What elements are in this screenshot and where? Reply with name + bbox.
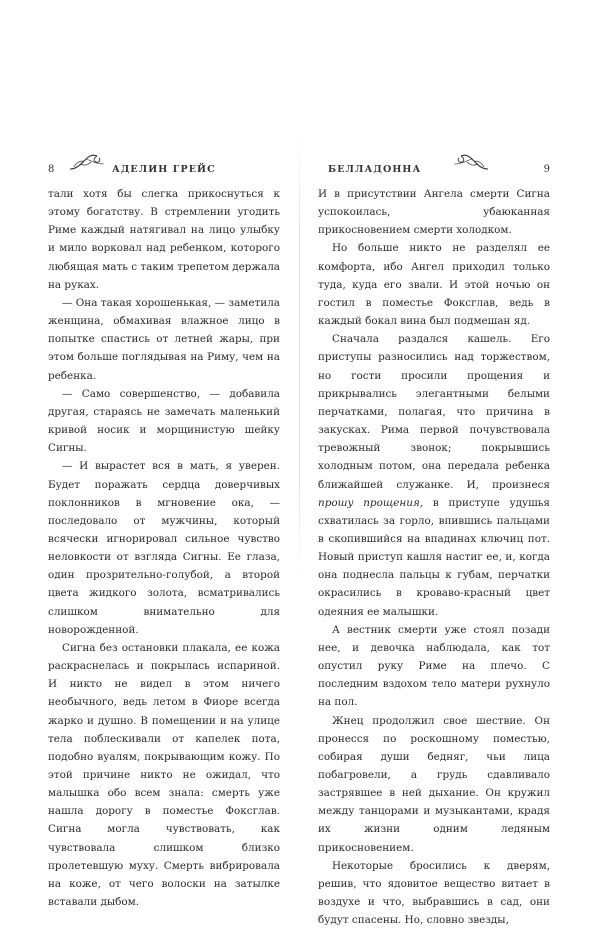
- left-page-body: [48, 185, 280, 911]
- right-running-head: [318, 152, 550, 174]
- running-head-author: АДЕЛИН ГРЕЙС: [112, 164, 216, 175]
- paragraph: Сигна без остановки плакала, ее кожа раскраснелась и покрылась испариной. И никто не видел в этом ничего необычного, ведь летом в Фиоре всегда жарко и душно. В помещении и на улице тела поблескивали от капелек пота, подобно вуалям, покрывающим кожу. По этой причине никто не ожидал, что малышка обо всем знала: смерть уже нашла дорогу в поместье Фоксглав. Сигна могла чувствовать, как чувствовала слишком близко пролетевшую муху. Смерть вибрировала на коже, от чего волоски на затылке вставали дыбом.: [48, 641, 280, 909]
- paragraph: И в присутствии Ангела смерти Сигна успокоилась, убаюканная прикосновением смерти холодком.: [318, 188, 550, 237]
- paragraph: Жнец продолжил свое шествие. Он пронесся по роскошному поместью, собирая души бедняг, чьи лица побагровели, а грудь сдавливало застрявшее в ней дыхание. Он кружил между танцорами и музыкантами, крадя их жизни одним ледяным прикосновением.: [318, 714, 550, 854]
- running-head-title: БЕЛЛАДОННА: [328, 164, 422, 175]
- page-number-right: 9: [543, 164, 550, 175]
- paragraph: — Она такая хорошенькая, — заметила женщина, обмахивая влажное лицо в попытке спастись от летней жары, при этом больше поглядывая на Риму, чем на ребенка.: [48, 296, 280, 382]
- paragraph: — И вырастет вся в мать, я уверен. Будет поражать сердца доверчивых поклонников в мгновение ока, — последовало от мужчины, который всячески игнорировал сильное чувство неловкости от взгляда Сигны. Ее глаза, один прозрительно-голубой, а второй цвета жидкого золота, всматривались слишком внимательно для новорожденной.: [48, 460, 280, 636]
- flourish-ornament-icon: [68, 152, 108, 174]
- left-running-head: [48, 152, 280, 174]
- page-number-left: 8: [48, 164, 55, 175]
- flourish-ornament-icon: [450, 152, 490, 174]
- paragraph: Но больше никто не разделял ее комфорта, ибо Ангел приходил только туда, куда его звали. И этой ночью он гостил в поместье Фоксглав, ведь в каждый бокал вина был подмешан яд.: [318, 242, 550, 328]
- italic-phrase: прошу прощения: [318, 496, 420, 509]
- paragraph: Некоторые бросились к дверям, решив, что ядовитое вещество витает в воздухе и что, выбравшись в сад, они будут спасены. Но, словно звезды,: [318, 859, 550, 927]
- paragraph: Сначала раздался кашель. Его приступы разносились над торжеством, но гости просили прощения и прикрывались элегантными белыми перчатками, полагая, что причина в закусках. Рима первой почувствовала тревожный звонок; покрывшись холодным потом, она передала ребенка ближайшей служанке. И, произнеся прошу прощения, в приступе удушья схватилась за горло, впившись пальцами в скопившийся на впадинах ключиц пот. Новый приступ кашля настиг ее, и, когда она поднесла пальцы к губам, перчатки окрасились в кроваво-красный цвет одеяния ее малышки.: [318, 333, 550, 618]
- paragraph: тали хотя бы слегка прикоснуться к этому богатству. В стремлении угодить Риме каждый натягивал на лицо улыбку и мило ворковал над ребенком, которого любящая мать с таким трепетом держала на руках.: [48, 188, 280, 291]
- paragraph: — Само совершенство, — добавила другая, стараясь не замечать маленький кривой носик и морщинистую шейку Сигны.: [48, 387, 280, 455]
- page-gutter: [299, 130, 300, 580]
- paragraph: А вестник смерти уже стоял позади нее, и девочка наблюдала, как тот опустил руку Риме на плечо. С последним вздохом тело матери рухнуло на пол.: [318, 623, 550, 709]
- right-page-body: [318, 185, 550, 929]
